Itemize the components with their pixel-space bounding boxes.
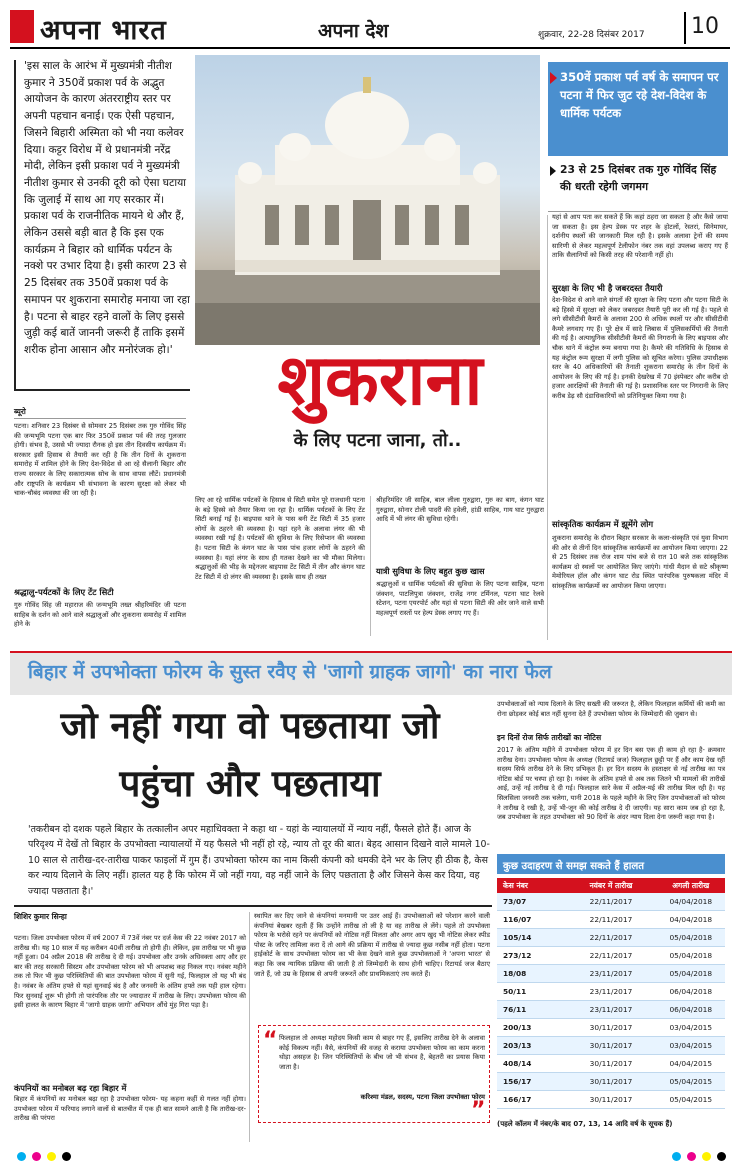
highlight-2-text: 23 से 25 दिसंबर तक गुरु गोविंद सिंह की धरती रहेगी जगमग bbox=[560, 163, 717, 193]
bottom-right-text2: 2017 के अंतिम महीने में उपभोक्ता फोरम में हर दिन बस एक ही काम हो रहा है- क्रमवार तारीख देना। उपभोक्ता फोरम के अध्यक्ष (रिटायर्ड जज) फिलहाल छुट्टी पर हैं और काम देख रहीं सदस्य सिर्फ तारीख देने के लिए प्रभिकृत हैं। हर दिन सदस्य के हस्ताक्षर से नई तारीख का पत्र नोटिस बोर्ड पर चस्पा हो रहा है। नवंबर के अंतिम हफ्ते से अब तक जितने भी मामलों की तारीखें आईं, उन्हें नई तारीख दे दी गई। फिलहाल सारे केस में अप्रैल-मई की तारीख मिल रही है। यह सिलसिला जनवरी तक चलेगा, यानी 2018 के पहले महीने के लिए जिन उपभोक्ताओं को फोरम ने तारीख दे रखी है, उन्हें भी-जून की कोई तारीख दे दी जाएगी। यह सारा काम जब हो रहा है, जब उपभोक्ता के तहत उपभोक्ता को 90 दिनों के अंदर न्याय दिला देना जरूरी कहा गया है। bbox=[497, 746, 725, 822]
security-text: देश-विदेश से आने वाले संगतों की सुरक्षा के लिए पटना और पटना सिटी के बड़े हिस्से में सुरक्षा को लेकर जबरदस्त तैयारी पूरी कर ली गई है। पहले से लगे सीसीटीवी कैमरों के अलावा 200 से अधिक स्थलों पर और सीसीटीवी कैमरे लगवाए गए हैं। पूरे क्षेत्र में सादे लिबास में पुलिसकर्मियों की तैनाती की गई है। अत्याधुनिक सीसीटीवी कैमरों की निगरानी के लिए बाइपास और चौक थाने में कंट्रोल रूम बनाया गया है। कैमरे की गतिविधि के हिसाब से यह कंट्रोल रूम सुरक्षा में लगी पुलिस को सूचित करेगा। पुलिस उपाधीक्षक स्तर के 40 अधिकारियों की तैनाती शुकराना समारोह के तीन दिनों के आयोजन के लिए की गई है। इनकी देखरेख में 70 इंस्पेक्टर और करीब दो हजार आरक्षियों की तैनाती की गई है। प्रशासनिक स्तर पर निगरानी के लिए करीब डेढ़ सौ दंडाधिकारियों को प्रतिनियुक्त किया गया है। bbox=[552, 296, 728, 400]
case-number-cell: 408/14 bbox=[503, 1059, 532, 1068]
november-date-cell: 30/11/2017 bbox=[589, 1023, 633, 1032]
bottom-byline: शिशिर कुमार सिन्हा bbox=[14, 912, 67, 921]
col-divider-2 bbox=[547, 215, 548, 640]
november-date-cell: 30/11/2017 bbox=[589, 1059, 633, 1068]
november-date-cell: 30/11/2017 bbox=[589, 1077, 633, 1086]
section-name: अपना देश bbox=[318, 20, 389, 42]
top-col1-text2: गुरु गोविंद सिंह जी महाराज की जन्मभूमि तख्त श्रीहरिमंदिर जी पटना साहिब के दर्शन को आने वाले श्रद्धालुओं और शुकराना समारोह में शामिल होने के bbox=[14, 601, 186, 629]
highlight-2-arrow-icon bbox=[550, 166, 556, 176]
headline-line-2: पहुंचा और पछताया bbox=[119, 762, 381, 805]
highlight-box-1 bbox=[548, 62, 728, 156]
november-date-cell: 23/11/2017 bbox=[589, 969, 633, 978]
table-row bbox=[497, 947, 725, 965]
case-table-title bbox=[497, 854, 725, 874]
case-table bbox=[497, 878, 725, 1109]
top-col3-text: श्रीहरिमंदिर जी साहिब, बाल लीला गुरुद्वारा, गुरु का बाग, कंगन घाट गुरुद्वारा, सोनार टोली पादरी की हवेली, हांडी साहिब, गाय घाट गुरुद्वारा आदि में भी लंगर की सुविधा रहेगी। bbox=[376, 496, 544, 524]
culture-text: शुकराना समारोह के दौरान बिहार सरकार के कला-संस्कृति एवं युवा विभाग की ओर से तीनों दिन सांस्कृतिक कार्यक्रमों का आयोजन किया जाएगा। 22 से 25 दिसंबर तक रोज शाम पांच बजे से रात 10 बजे तक सांस्कृतिक कार्यक्रम दो स्थलों पर आयोजित किए जाएंगे। गांधी मैदान से सटे श्रीकृष्ण मेमोरियल हॉल और कंगन घाट रोड स्थित पारंपरिक पुरुषकला मंदिर में सांस्कृतिक कार्यक्रमों का आयोजन किया जाएगा। bbox=[552, 534, 728, 590]
page-header bbox=[0, 0, 737, 50]
top-col3-text2: श्रद्धालुओं व धार्मिक पर्यटकों की सुविधा के लिए पटना साहिब, पटना जंक्शन, पाटलिपुत्रा जंक्शन, राजेंद्र नगर टर्मिनल, पटना घाट रेलवे स्टेशन, पटना एयरपोर्ट और यहां से पटना सिटी की ओर जाने वाले सभी महत्वपूर्ण रास्तों पर हेल्प डेस्क लगाए गए हैं। bbox=[376, 580, 544, 617]
case-table-body bbox=[497, 893, 725, 1109]
november-date-cell: 30/11/2017 bbox=[589, 1095, 633, 1104]
november-date-cell: 23/11/2017 bbox=[589, 1005, 633, 1014]
next-date-cell: 05/04/2018 bbox=[669, 969, 713, 978]
pull-quote-mark-icon: “ bbox=[263, 1028, 278, 1053]
footer-registration-marks bbox=[14, 1146, 729, 1158]
bottom-col1-text: पटना। जिला उपभोक्ता फोरम में वर्ष 2007 में 73वें नंबर पर दर्ज केस की 22 नवंबर 2017 को तारीख थी। यह 10 साल में यह करीबन 40वीं तारीख तो होगी ही। लेकिन, इस तारीख पर भी कुछ नहीं हुआ। 04 अप्रैल 2018 की तारीख दे दी गई। उपभोक्ता और उनके अधिवक्ता आए और हर बार की तरह सरकारी सिस्टम और उपभोक्ता फोरम को भी अपशब्द कह निकल गए। नवंबर महीने तक तो फिर भी कुछ परिस्थितियों की बात उपभोक्ता फोरम में सुनी गई, फिलहाल तो यह भी बंद है। नवंबर के अंतिम हफ्ते से यहां सुनवाई बंद है और जनवरी के अंतिम हफ्ते तक यही हाल रहेगा। फिर सुनवाई शुरू भी होगी तो पारंपरिक तौर पर ज्यादातर में तारीख के लिए। उपभोक्ता फोरम की इसी हालत के कारण बिहार में 'जागो ग्राहक जागो' अभियान औंधे मुंह गिरा पड़ा है। bbox=[14, 934, 246, 1010]
next-date-cell: 03/04/2015 bbox=[669, 1023, 713, 1032]
gurudwara-illustration bbox=[195, 55, 540, 345]
november-date-cell: 22/11/2017 bbox=[589, 933, 633, 942]
table-row bbox=[497, 1037, 725, 1055]
top-byline-rule bbox=[14, 418, 186, 419]
col-divider-1 bbox=[370, 496, 371, 636]
bottom-col2-text: स्थापित कर दिए जाने से कंपनियां मनमानी पर उतर आई हैं। उपभोक्ताओं को परेशान करने वाली कंपनियां बेखबर रहती हैं कि उन्होंने तारीख तो ली है या वह तारीख ले लेंगे। पहले तो उपभोक्ता फोरम के भरोसे रहने पर कंपनियों को नोटिस नहीं मिलता और अगर आप खुद भी नोटिस लेकर स्पीड पोस्ट के जरिए तामिला करा दें तो आगे की प्रक्रिया में तारीख से ज्यादा कुछ नसीब नहीं होता। पटना हाईकोर्ट के साथ उपभोक्ता फोरम का भी केस देखने वाले कुछ उपभोक्ताओं ने 'अपना भारत' से कहा कि जब न्यायिक प्रक्रिया की जाती है तो जिम्मेदारी के साथ होनी चाहिए। रिटायर्ड जज बैठाए जाते हैं, जो उम्र के हिसाब से अपनी जरूरतें और प्राथमिकताएं तय करते हैं। bbox=[254, 912, 490, 978]
table-row bbox=[497, 1019, 725, 1037]
table-row bbox=[497, 965, 725, 983]
next-date-cell: 06/04/2018 bbox=[669, 987, 713, 996]
top-col3-heading: यात्री सुविधा के लिए बहुत कुछ खास bbox=[376, 566, 485, 576]
pull-quote-text: फिलहाल तो अध्यक्ष महोदय किसी काम से बाहर गए हैं, इसलिए तारीख देने के अलावा कोई विकल्प नहीं। वैसे, कंपनियों की वजह से कराया उपभोक्ता फोरम का काम करना थोड़ा असहज है। जिन परिस्थितियों के बीच जो भी संभव है, बेहतरी का प्रयास किया जाता है। bbox=[279, 1034, 485, 1071]
col-header-november-date: नवंबर में तारीख bbox=[589, 881, 633, 890]
intro-quote-bottom-rule bbox=[14, 389, 190, 391]
case-number-cell: 203/13 bbox=[503, 1041, 532, 1050]
bottom-right-text1: उपभोक्ताओं को न्याय दिलाने के लिए सख्ती की जरूरत है, लेकिन फिलहाल कर्मियों की कमी का रोना छोड़कर कोई बात नहीं सुनना देते हैं उपभोक्ता फोरम के जिम्मेदारी की जुबान से। bbox=[497, 700, 725, 718]
intro-quote-box bbox=[14, 56, 190, 396]
table-row bbox=[497, 983, 725, 1001]
pull-quote-box bbox=[258, 1025, 490, 1123]
next-date-cell: 04/04/2018 bbox=[669, 915, 713, 924]
next-date-cell: 05/04/2015 bbox=[669, 1077, 713, 1086]
november-date-cell: 23/11/2017 bbox=[589, 987, 633, 996]
highlight-1-text: 350वें प्रकाश पर्व वर्ष के समापन पर पटना में फिर जुट रहे देश-विदेश के धार्मिक पर्यटक bbox=[560, 70, 719, 120]
case-number-cell: 105/14 bbox=[503, 933, 532, 942]
case-table-title-text: कुछ उदाहरण से समझ सकते हैं हालत bbox=[503, 861, 645, 872]
col-header-case-number: केस नंबर bbox=[503, 881, 528, 890]
case-number-cell: 200/13 bbox=[503, 1023, 532, 1032]
bottom-col1-text2: बिहार में कंपनियों का मनोबल बढ़ा रहा है उपभोक्ता फोरम- यह कहना कहीं से गलत नहीं होगा। उपभोक्ता फोरम में फरियाद लगाने वालों से बातचीत में एक ही बात सामने आती है कि तारीख-दर-तारीख की परंपरा bbox=[14, 1095, 246, 1123]
col-header-next-date: अगली तारीख bbox=[672, 881, 710, 890]
case-number-cell: 18/08 bbox=[503, 969, 527, 978]
table-row bbox=[497, 1001, 725, 1019]
case-table-header bbox=[497, 878, 725, 893]
left-color-dots bbox=[14, 1146, 74, 1158]
next-date-cell: 04/04/2015 bbox=[669, 1059, 713, 1068]
masthead: अपना भारत bbox=[40, 15, 167, 46]
case-number-cell: 156/17 bbox=[503, 1077, 532, 1086]
right-color-dots bbox=[669, 1146, 729, 1158]
culture-heading: सांस्कृतिक कार्यक्रम में झूमेंगे लोग bbox=[552, 519, 654, 529]
col-divider-3 bbox=[249, 912, 250, 1142]
november-date-cell: 22/11/2017 bbox=[589, 897, 633, 906]
subtitle: के लिए पटना जाना, तो.. bbox=[293, 430, 462, 451]
table-row bbox=[497, 893, 725, 911]
table-row bbox=[497, 1091, 725, 1109]
big-title: शुकराना bbox=[277, 339, 483, 421]
top-col1-text: पटना। शनिवार 23 दिसंबर से सोमवार 25 दिसंबर तक गुरु गोविंद सिंह की जन्मभूमि पटना एक बार फिर 350वें प्रकाश पर्व की तरह गुलजार होगी। संभव है, उससे भी ज्यादा रौनक हो इस तीन दिवसीय कार्यक्रम में। सरकार इसी हिसाब से तैयारी कर रही है कि तीन दिनों के शुकराना समारोह में शामिल होने के लिए देश-विदेश से आ रहे सैलानी बिहार और राज्य सरकार के लिए सकारात्मक सोच के साथ वापस लौटें। प्रधानमंत्री और राष्ट्रपति के कार्यक्रम भी संभावना के कारण सुरक्षा को लेकर भी चाक-चौबंद व्यवस्था की जा रही है। bbox=[14, 422, 186, 498]
page-number-divider bbox=[684, 12, 686, 44]
november-date-cell: 22/11/2017 bbox=[589, 951, 633, 960]
highlight-arrow-icon bbox=[550, 72, 557, 84]
case-number-cell: 166/17 bbox=[503, 1095, 532, 1104]
header-rule bbox=[10, 47, 730, 49]
table-row bbox=[497, 1055, 725, 1073]
dateline: शुक्रवार, 22-28 दिसंबर 2017 bbox=[538, 30, 645, 40]
next-date-cell: 06/04/2018 bbox=[669, 1005, 713, 1014]
bottom-quote-rule bbox=[14, 905, 492, 907]
table-row bbox=[497, 1073, 725, 1091]
security-heading: सुरक्षा के लिए भी है जबरदस्त तैयारी bbox=[552, 283, 663, 293]
next-date-cell: 05/04/2018 bbox=[669, 951, 713, 960]
page-number: 10 bbox=[691, 14, 719, 39]
bottom-quote: 'तकरीबन दो दशक पहले बिहार के तत्कालीन अपर महाधिवक्ता ने कहा था - यहां के न्यायालयों में न्याय नहीं, फैसले होते हैं। आज के परिदृश्य में देखें तो बिहार के उपभोक्ता न्यायालयों में यह फैसले भी नहीं हो रहे, न्याय तो दूर की बात। बेहद आसान दिखने वाले मामले 10-10 साल से तारीख-दर-तारीख पाकर फाइलों में गुम हैं। उपभोक्ता फोरम का नाम किसी कंपनी को धमकी देने भर के लिए ही ठीक है, केस कर न्याय दिलाने के लिए नहीं। हालत यह है कि फोरम में जो नहीं गया, वह नहीं जाने के लिए पछताता है और जिसने केस कर दिया, वह ज्यादा पछताता है।' bbox=[28, 824, 490, 897]
next-date-cell: 04/04/2018 bbox=[669, 897, 713, 906]
highlight-box-2 bbox=[548, 160, 728, 212]
bottom-col1-heading: कंपनियों का मनोबल बढ़ रहा बिहार में bbox=[14, 1083, 127, 1093]
case-number-cell: 116/07 bbox=[503, 915, 532, 924]
bottom-right-heading: इन दिनों रोज सिर्फ तारीखों का नोटिस bbox=[497, 733, 602, 742]
case-number-cell: 73/07 bbox=[503, 897, 527, 906]
top-col1-heading: श्रद्धालु-पर्यटकों के लिए टेंट सिटी bbox=[14, 587, 114, 597]
headline-line-1: जो नहीं गया वो पछताया जो bbox=[60, 704, 440, 747]
kicker-text: बिहार में उपभोक्ता फोरम के सुस्त रवैए से 'जागो ग्राहक जागो' का नारा फेल bbox=[28, 661, 552, 683]
right-paragraph-1: यहां से आप पता कर सकते हैं कि कहां ठहरा जा सकता है और कैसे जाया जा सकता है। इस हेल्प डेस्क पर शहर के होटलों, रेस्तरां, सिनेमाघर, दर्शनीय स्थलों की जानकारी मिल रही है। इसके अलावा ट्रेनों की समय सारिणी से लेकर महत्वपूर्ण टेलीफोन नंबर तक वहां उपलब्ध कराए गए हैं ताकि सैलानियों को किसी तरह की परेशानी नहीं हो। bbox=[552, 213, 728, 260]
table-row bbox=[497, 911, 725, 929]
pull-quote-attribution: करिश्मा मंडल, सदस्य, पटना जिला उपभोक्ता फोरम bbox=[360, 1093, 485, 1101]
case-number-cell: 76/11 bbox=[503, 1005, 527, 1014]
masthead-red-bar bbox=[10, 10, 34, 43]
next-date-cell: 05/04/2018 bbox=[669, 933, 713, 942]
table-row bbox=[497, 929, 725, 947]
gurudwara-photo bbox=[195, 55, 540, 345]
case-number-cell: 50/11 bbox=[503, 987, 527, 996]
pull-quote-close-icon: ” bbox=[471, 1098, 486, 1123]
case-table-note: (पहले कॉलम में नंबर/के बाद 07, 13, 14 आदि वर्ष के सूचक हैं) bbox=[497, 1120, 673, 1128]
top-col2-text: लिए आ रहे धार्मिक पर्यटकों के हिसाब से सिटी समेत पूरे राजधानी पटना के बड़े हिस्से को तैयार किया जा रहा है। धार्मिक पर्यटकों के लिए टेंट सिटी बनाई गई है। बाइपास थाने के पास बनी टेंट सिटी में 35 हजार लोगों के ठहरने की व्यवस्था है। यहां रहने के अलावा लंगर की भी व्यवस्था रखी गई है। पर्यटकों की सुविधा के लिए रिसेप्शन की व्यवस्था है। पटना सिटी के कंगन घाट के पास पांच हजार लोगों के ठहरने की व्यवस्था है। यहां लंगर के साथ ही गतका देखने का भी मौका मिलेगा। श्रद्धालुओं की भीड़ के मद्देनजर बाइपास टेंट सिटी में तीन और कंगन घाट टेंट सिटी में दो लंगर की व्यवस्था है। इसके साथ ही तख्त bbox=[195, 496, 365, 581]
next-date-cell: 03/04/2015 bbox=[669, 1041, 713, 1050]
case-number-cell: 273/12 bbox=[503, 951, 532, 960]
november-date-cell: 30/11/2017 bbox=[589, 1041, 633, 1050]
next-date-cell: 05/04/2015 bbox=[669, 1095, 713, 1104]
intro-quote-left-rule bbox=[14, 60, 16, 390]
kicker-band bbox=[10, 651, 732, 695]
november-date-cell: 22/11/2017 bbox=[589, 915, 633, 924]
intro-quote-text: 'इस साल के आरंभ में मुख्यमंत्री नीतीश कुमार ने 350वें प्रकाश पर्व के अद्भुत आयोजन के कारण अंतरराष्ट्रीय स्तर पर अपनी पहचान बनाई। एक ऐसी पहचान, जिसने बिहारी अस्मिता को भी नया कलेवर दिया। कट्टर विरोध में थे प्रधानमंत्री नरेंद्र मोदी, लेकिन इसी प्रकाश पर्व ने मुख्यमंत्री नीतीश कुमार से उनकी दूरी को ऐसा घटाया कि जुलाई में साथ आ गए सरकार में। प्रकाश पर्व के राजनीतिक मायने थे और हैं, लेकिन उससे बड़ी बात है कि इस एक कार्यक्रम ने बिहार को धार्मिक पर्यटन के नक्शे पर उभार दिया है। इसी कारण 23 से 25 दिसंबर तक 350वें प्रकाश पर्व के समापन पर शुकराना समारोह मनाया जा रहा है। पटना से बाहर रहने वालों के लिए इससे जुड़ी कई बातें जाननी जरूरी हैं ताकि इसमें शरीक होना आसान और मनोरंजक हो।' bbox=[24, 60, 190, 356]
top-byline: ब्यूरो bbox=[14, 407, 26, 416]
